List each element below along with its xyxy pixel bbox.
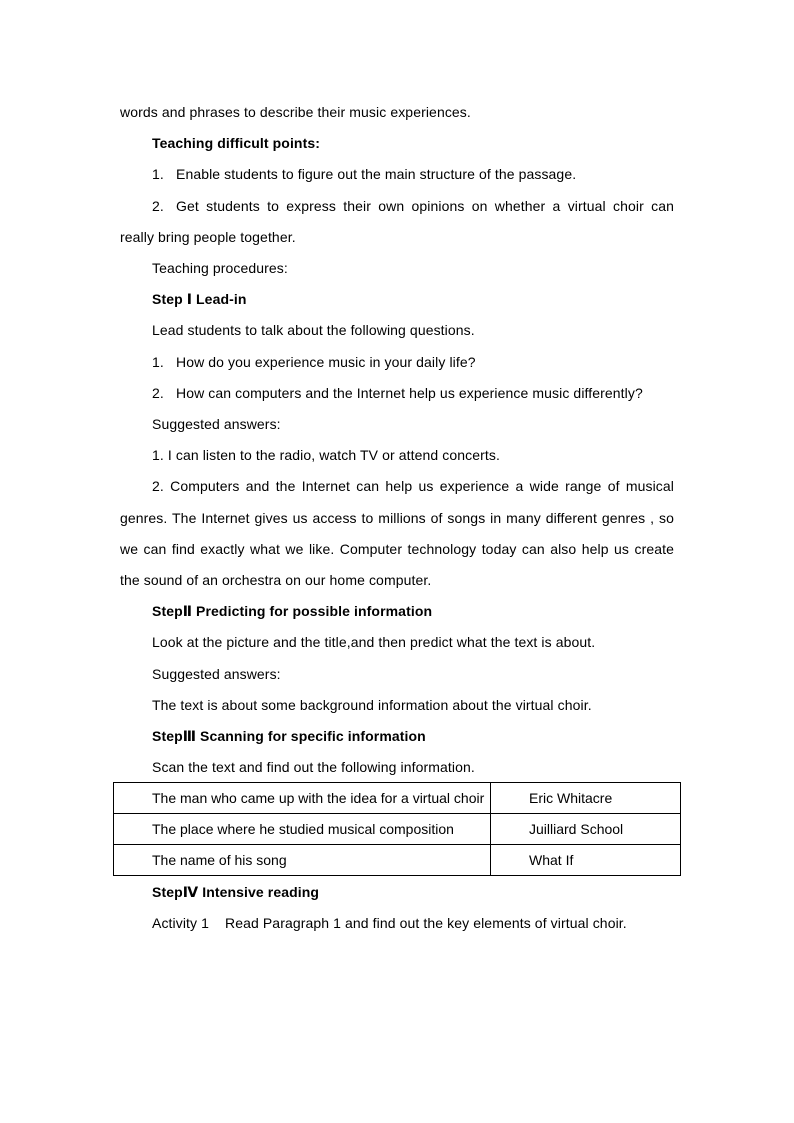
step1-question-1 (152, 353, 706, 371)
table-cell-question: The name of his song (114, 845, 491, 876)
step1-question-2-num: 2. (152, 385, 164, 401)
difficult-item-2-num: 2. (152, 198, 164, 214)
table-cell-answer: Juilliard School (491, 814, 681, 845)
step1-answers-label: Suggested answers: (152, 416, 281, 432)
step1-question-2-text: How can computers and the Internet help us experience music differently? (176, 385, 643, 401)
step3-heading: StepⅢ Scanning for specific information (152, 728, 426, 744)
table-row (114, 783, 681, 814)
step1-question-1-num: 1. (152, 354, 164, 370)
step2-answers-label: Suggested answers: (152, 666, 281, 682)
step3-instruction: Scan the text and find out the following information. (152, 759, 475, 775)
step1-instruction: Lead students to talk about the following questions. (152, 322, 475, 338)
table-cell-answer: What If (491, 845, 681, 876)
difficult-points-heading: Teaching difficult points: (152, 135, 320, 151)
difficult-item-2 (152, 197, 674, 215)
step1-answer-2-line-3: we can find exactly what we like. Computer technology today can also help us create (120, 541, 674, 557)
table-row (114, 845, 681, 876)
difficult-item-2-continued: really bring people together. (120, 229, 296, 245)
table-cell-answer: Eric Whitacre (491, 783, 681, 814)
difficult-item-2-text: Get students to express their own opinions on whether a virtual choir can (176, 198, 674, 214)
procedures-heading: Teaching procedures: (152, 260, 288, 276)
difficult-item-1-num: 1. (152, 166, 164, 182)
step2-answer: The text is about some background information about the virtual choir. (152, 697, 592, 713)
step4-activity-1 (152, 914, 706, 932)
step1-answer-2-line-2: genres. The Internet gives us access to millions of songs in many different genres , so (120, 510, 674, 526)
activity-text: Read Paragraph 1 and find out the key elements of virtual choir. (225, 915, 627, 931)
activity-label: Activity 1 (152, 915, 210, 931)
step1-answer-2-line-4: the sound of an orchestra on our home computer. (120, 572, 432, 588)
step4-heading: StepⅣ Intensive reading (152, 884, 320, 900)
step1-heading: Step Ⅰ Lead-in (152, 291, 247, 307)
table-cell-question: The man who came up with the idea for a virtual choir (114, 783, 491, 814)
difficult-item-1 (152, 165, 706, 183)
table-row (114, 814, 681, 845)
step1-question-1-text: How do you experience music in your daily life? (176, 354, 476, 370)
intro-line: words and phrases to describe their music experiences. (120, 104, 471, 120)
info-table (113, 782, 681, 876)
step2-heading: StepⅡ Predicting for possible information (152, 603, 433, 619)
difficult-item-1-text: Enable students to figure out the main structure of the passage. (176, 166, 577, 182)
step1-answer-1: 1. I can listen to the radio, watch TV or attend concerts. (152, 447, 500, 463)
table-cell-question: The place where he studied musical composition (114, 814, 491, 845)
step2-instruction: Look at the picture and the title,and then predict what the text is about. (152, 634, 596, 650)
step1-answer-2-line-1: 2. Computers and the Internet can help us experience a wide range of musical (152, 478, 674, 494)
step1-question-2 (152, 384, 706, 402)
